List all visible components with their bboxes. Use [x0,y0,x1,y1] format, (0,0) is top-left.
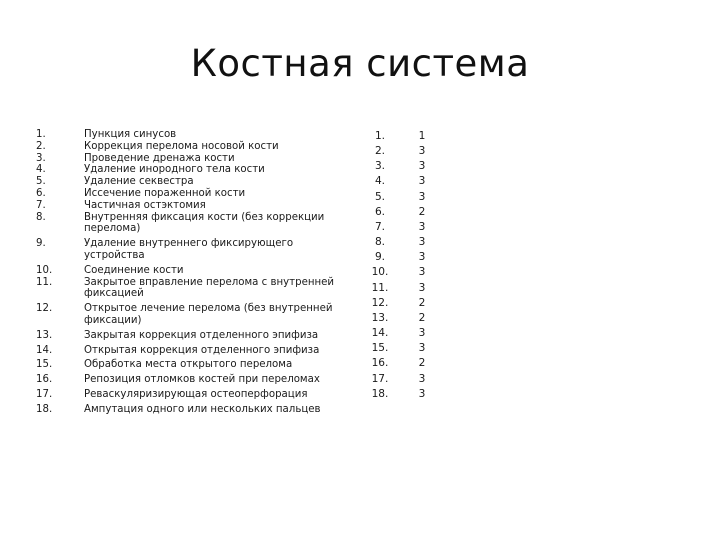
category-row [362,129,436,144]
procedure-number: 1. [36,129,46,140]
procedure-number: 11. [36,276,53,288]
procedure-row [36,330,356,342]
category-number: 2. [374,145,386,158]
procedure-number: 15. [36,359,53,371]
procedure-row [36,129,356,141]
procedure-text: Ампутация одного или нескольких пальцев [84,403,321,415]
category-value: 3 [418,160,426,173]
procedure-row [36,359,356,371]
procedure-row [36,141,356,153]
procedure-number: 12. [36,303,53,315]
procedure-row [36,153,356,165]
category-number: 16. [371,357,389,370]
procedure-row [36,374,356,386]
category-number: 6. [374,205,386,218]
category-row [362,281,436,296]
category-value: 3 [418,266,426,279]
procedure-row [36,238,356,262]
procedure-row [36,389,356,401]
category-value: 3 [418,342,426,355]
procedure-number: 10. [36,264,53,276]
procedure-row [36,176,356,188]
procedure-number: 16. [36,374,53,386]
procedure-text: Обработка места открытого перелома [84,359,293,371]
category-row [362,220,436,235]
procedure-row [36,265,356,277]
procedure-number: 13. [36,329,53,341]
category-value: 3 [418,145,426,158]
procedure-text: Пункция синусов [84,129,177,140]
category-value: 3 [418,372,426,385]
category-row [362,296,436,311]
category-value: 3 [418,236,426,249]
procedure-text: Внутренняя фиксация кости (без коррекции перелома) [84,211,325,235]
category-number: 13. [371,311,389,324]
category-value: 3 [418,251,426,264]
category-row [362,159,436,174]
procedure-number: 9. [36,238,46,250]
procedure-row [36,404,356,416]
procedure-text: Удаление внутреннего фиксирующего устройства [84,238,294,261]
category-value: 3 [418,327,426,340]
category-row [362,356,436,371]
procedure-number: 14. [36,344,53,356]
procedure-number: 7. [36,199,46,211]
category-number: 1. [374,130,386,142]
procedure-text: Иссечение пораженной кости [84,187,246,199]
procedure-text: Соединение кости [84,264,184,276]
procedure-list [36,129,356,416]
procedure-number: 17. [36,388,53,400]
procedure-number: 5. [36,176,46,188]
category-row [362,205,436,220]
procedure-text: Удаление секвестра [84,176,194,188]
procedure-text: Частичная остэктомия [84,199,206,211]
procedure-row [36,303,356,327]
category-number: 14. [371,327,389,340]
procedure-text: Проведение дренажа кости [84,152,235,164]
category-number: 10. [371,266,389,279]
category-number: 5. [374,190,386,203]
procedure-text: Удаление инородного тела кости [84,164,265,176]
category-row [362,341,436,356]
category-value: 3 [418,387,426,400]
procedure-number: 4. [36,164,46,176]
procedure-text: Реваскуляризирующая остеоперфорация [84,388,308,400]
procedure-number: 2. [36,140,46,152]
category-row [362,387,436,402]
category-value: 2 [418,296,426,309]
procedure-row [36,277,356,301]
procedure-number: 6. [36,187,46,199]
category-number: 7. [374,220,386,233]
category-number: 18. [371,387,389,400]
category-value: 2 [418,205,426,218]
procedure-row [36,164,356,176]
category-row [362,265,436,280]
category-number: 12. [371,296,389,309]
category-row [362,235,436,250]
category-value: 3 [418,281,426,294]
procedure-row [36,200,356,212]
category-number: 9. [374,251,386,264]
category-value: 3 [418,190,426,203]
category-value: 2 [418,311,426,324]
procedure-number: 18. [36,403,53,415]
category-row [362,372,436,387]
procedure-row [36,188,356,200]
category-row [362,326,436,341]
category-list [362,129,436,402]
category-number: 15. [371,342,389,355]
category-number: 11. [371,281,389,294]
category-value: 3 [418,220,426,233]
category-value: 2 [418,357,426,370]
category-number: 8. [374,236,386,249]
category-row [362,190,436,205]
category-row [362,311,436,326]
procedure-row [36,345,356,357]
category-row [362,250,436,265]
procedure-text: Открытое лечение перелома (без внутренней фиксации) [84,303,333,326]
category-number: 4. [374,175,386,188]
procedure-text: Открытая коррекция отделенного эпифиза [84,344,320,356]
procedure-text: Закрытая коррекция отделенного эпифиза [84,329,319,341]
procedure-text: Закрытое вправление перелома с внутренней фиксацией [84,276,335,300]
category-number: 17. [371,372,389,385]
category-value: 1 [418,130,426,142]
procedure-text: Коррекция перелома носовой кости [84,140,279,152]
slide-title: Костная система [190,42,530,85]
procedure-number: 8. [36,211,46,223]
category-row [362,174,436,189]
category-value: 3 [418,175,426,188]
procedure-row [36,212,356,236]
category-number: 3. [374,160,386,173]
procedure-text: Репозиция отломков костей при переломах [84,374,320,386]
category-row [362,144,436,159]
procedure-number: 3. [36,152,46,164]
